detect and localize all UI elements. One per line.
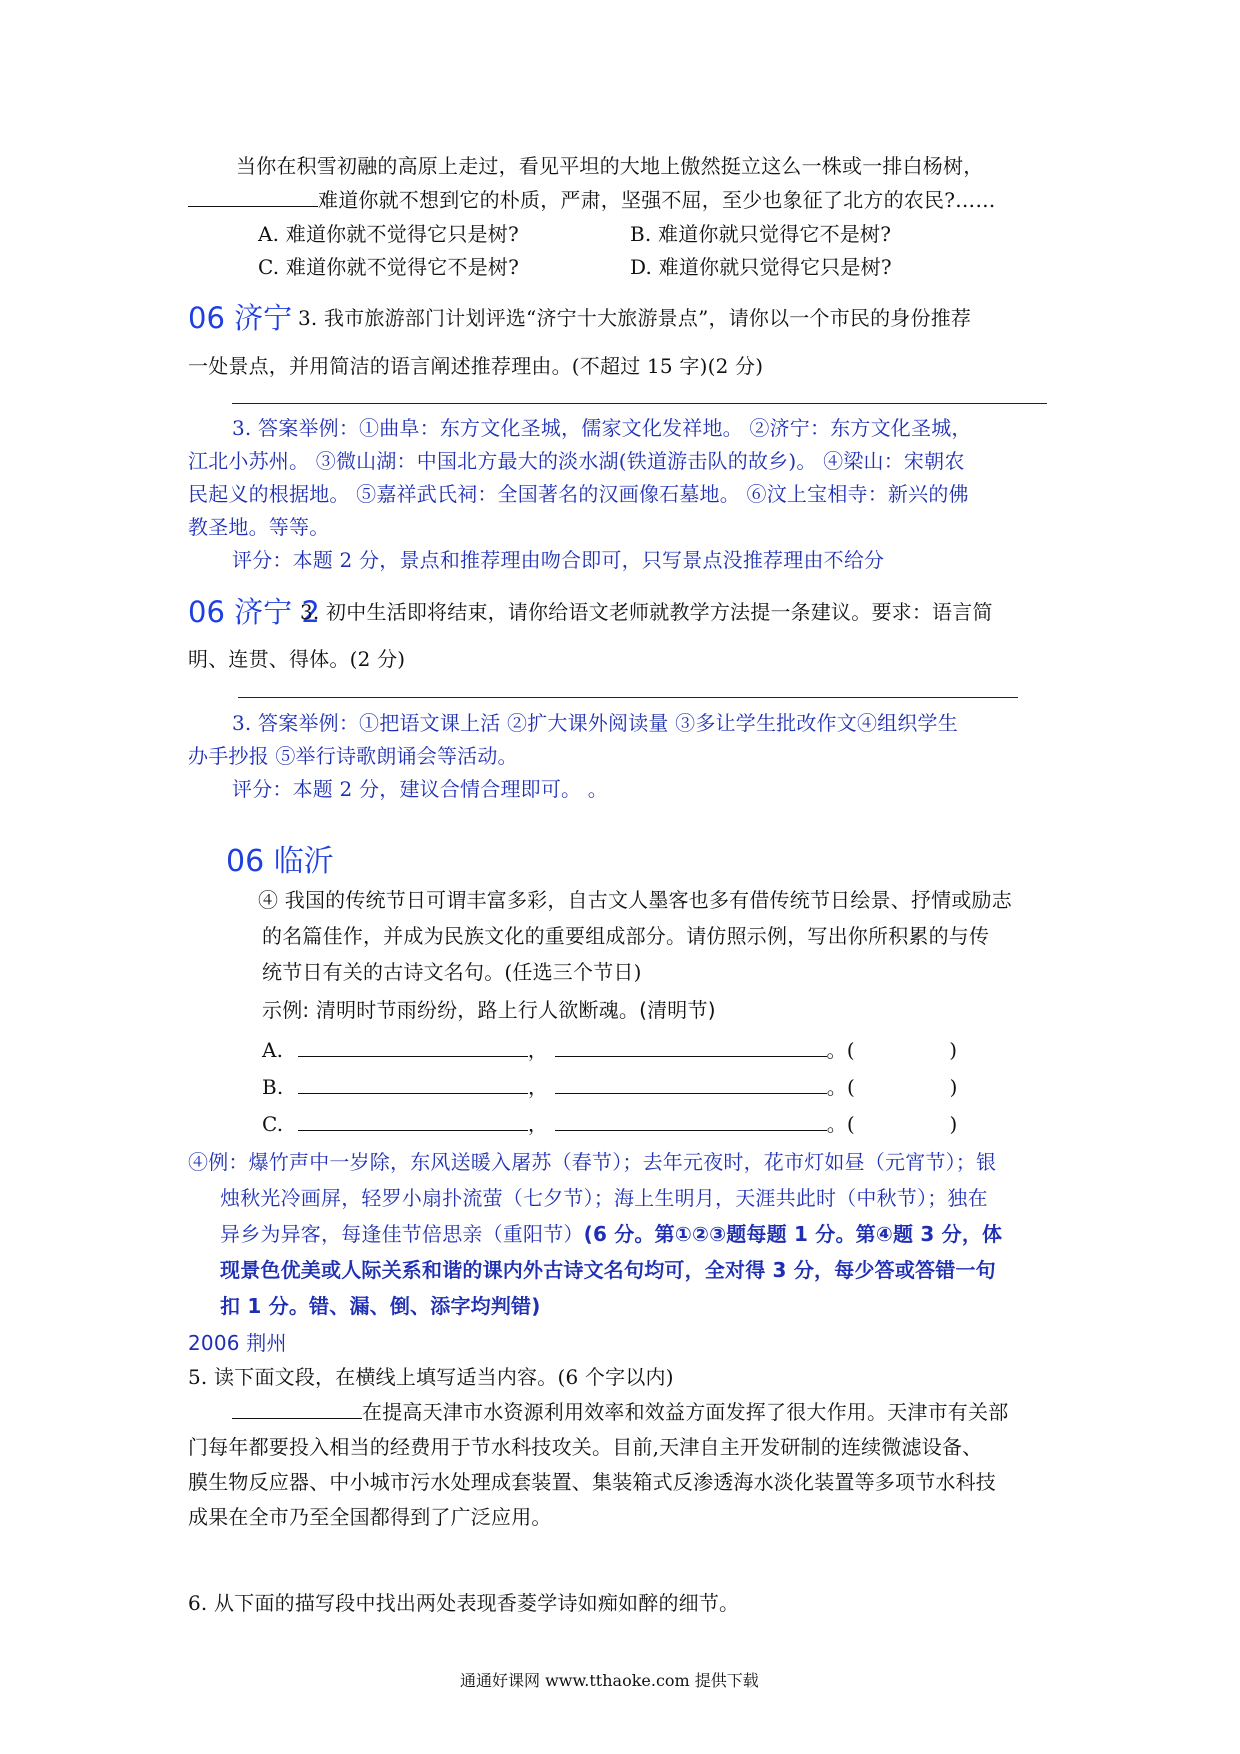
- blank-row-c: C. ， 。( ): [262, 1112, 958, 1136]
- section-tag: 2006 荆州: [188, 1331, 287, 1355]
- answer-blank: [232, 1400, 362, 1419]
- question-line: 6. 从下面的描写段中找出两处表现香菱学诗如痴如醉的细节。: [188, 1591, 740, 1615]
- option-d: D. 难道你就只觉得它只是树?: [630, 255, 892, 279]
- passage-line: 膜生物反应器、中小城市污水处理成套装置、集装箱式反渗透海水淡化装置等多项节水科技: [188, 1470, 996, 1494]
- question-line: 明、连贯、得体。(2 分): [188, 647, 406, 671]
- answer-line-text: 3. 答案举例：①曲阜：东方文化圣城，儒家文化发祥地。 ②济宁：东方文化圣城，: [232, 416, 972, 440]
- answer-line-text: 3. 答案举例：①把语文课上活 ②扩大课外阅读量 ③多让学生批改作文④组织学生: [232, 711, 958, 735]
- answer-line-text: 教圣地。等等。: [188, 515, 330, 539]
- answer-blank: [298, 1073, 528, 1094]
- page-footer: 通通好课网 www.tthaoke.com 提供下载: [460, 1671, 759, 1690]
- question-line: 一处景点，并用简洁的语言阐述推荐理由。(不超过 15 字)(2 分): [188, 354, 764, 378]
- answer-blank: [555, 1073, 827, 1094]
- answer-line-text: 异乡为异客，每逢佳节倍思亲（重阳节）(6 分。第①②③题每题 1 分。第④题 3 分，体: [220, 1222, 1003, 1246]
- answer-blank: [188, 188, 318, 207]
- option-b: B. 难道你就只觉得它不是树?: [630, 222, 892, 246]
- question-line: 5. 读下面文段，在横线上填写适当内容。(6 个字以内): [188, 1365, 674, 1389]
- answer-line: [232, 403, 1047, 404]
- passage-line: 成果在全市乃至全国都得到了广泛应用。: [188, 1505, 552, 1529]
- passage-line-1: 在提高天津市水资源利用效率和效益方面发挥了很大作用。天津市有关部: [232, 1396, 1008, 1428]
- question-line: 3. 我市旅游部门计划评选“济宁十大旅游景点”，请你以一个市民的身份推荐: [298, 306, 972, 330]
- blank-row-b: B. ， 。( ): [262, 1075, 958, 1099]
- scoring-note: 评分：本题 2 分，建议合情合理即可。 。: [232, 777, 608, 801]
- example-line: 示例: 清明时节雨纷纷，路上行人欲断魂。(清明节): [262, 998, 716, 1022]
- answer-blank: [298, 1036, 528, 1057]
- question-line: ④ 我国的传统节日可谓丰富多彩，自古文人墨客也多有借传统节日绘景、抒情或励志: [258, 888, 1012, 912]
- answer-line-text: 民起义的根据地。 ⑤嘉祥武氏祠：全国著名的汉画像石墓地。 ⑥汶上宝相寺：新兴的佛: [188, 482, 969, 506]
- answer-line-text: ④例：爆竹声中一岁除，东风送暖入屠苏（春节）；去年元夜时，花市灯如昼（元宵节）；银: [188, 1150, 997, 1174]
- answer-blank: [555, 1036, 827, 1057]
- answer-line-text: 烛秋光冷画屏，轻罗小扇扑流萤（七夕节）；海上生明月，天涯共此时（中秋节）；独在: [220, 1186, 988, 1210]
- option-a: A. 难道你就不觉得它只是树?: [258, 222, 519, 246]
- answer-line-text: 扣 1 分。错、漏、倒、添字均判错): [220, 1294, 541, 1318]
- question-line: 的名篇佳作，并成为民族文化的重要组成部分。请仿照示例，写出你所积累的与传: [262, 924, 990, 948]
- answer-line-text: 办手抄报 ⑤举行诗歌朗诵会等活动。: [188, 744, 518, 768]
- passage-line-1: 当你在积雪初融的高原上走过，看见平坦的大地上傲然挺立这么一株或一排白杨树，: [236, 154, 984, 178]
- answer-blank: [298, 1110, 528, 1131]
- section-tag: 06 济宁 2: [188, 595, 320, 629]
- option-c: C. 难道你就不觉得它不是树?: [258, 255, 520, 279]
- scoring-note: 评分：本题 2 分，景点和推荐理由吻合即可，只写景点没推荐理由不给分: [232, 548, 885, 572]
- question-line: 3. 初中生活即将结束，请你给语文老师就教学方法提一条建议。要求：语言简: [300, 600, 993, 624]
- section-tag: 06 临沂: [226, 844, 334, 879]
- passage-line: 门每年都要投入相当的经费用于节水科技攻关。目前,天津自主开发研制的连续微滤设备、: [188, 1435, 983, 1459]
- answer-line: [238, 697, 1018, 698]
- passage-line-2: 难道你就不想到它的朴质，严肃，坚强不屈，至少也象征了北方的农民?……: [188, 184, 996, 216]
- section-tag: 06 济宁: [188, 301, 293, 335]
- question-line: 统节日有关的古诗文名句。(任选三个节日): [262, 960, 642, 984]
- answer-blank: [555, 1110, 827, 1131]
- blank-row-a: A. ， 。( ): [262, 1038, 958, 1062]
- answer-line-text: 现景色优美或人际关系和谐的课内外古诗文名句均可，全对得 3 分，每少答或答错一句: [220, 1258, 996, 1282]
- answer-line-text: 江北小苏州。 ③微山湖：中国北方最大的淡水湖(铁道游击队的故乡)。 ④梁山：宋朝农: [188, 449, 965, 473]
